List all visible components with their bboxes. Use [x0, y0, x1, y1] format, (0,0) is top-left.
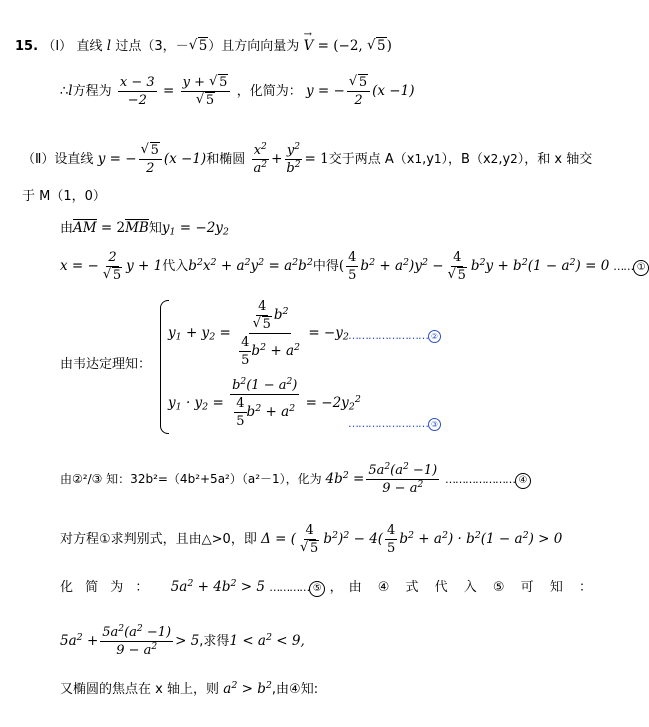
part2-text: 和椭圆 — [206, 152, 246, 167]
simplify-line: 化 简 为 ： $5a^2 + 4b^2 > 5$ ………… ⑤ ，由 ④ 式 代 入 ⑤ 可 知 ： — [60, 577, 598, 595]
marker-2-line: …………………… ② — [348, 326, 441, 345]
focus-line: 又椭圆的焦点在 x 轴上，则 $a^2 > b^2$,由④知: — [60, 679, 319, 697]
marker-3: ③ — [428, 418, 441, 431]
ratio-line: 由②²/③ 知：32b²=（4b²+5a²）（a²－1），化为 $4b^2$ = $\frac{5a^2(a^2 -1)}{9 - a^2}$ ………………… ④ — [60, 462, 531, 497]
math-l: l — [106, 38, 112, 54]
problem-number: 15. — [15, 39, 39, 54]
part2-text: 设直线 — [54, 152, 94, 167]
vieta-eq-2: $y_1 \cdot y_2$ = $b^2(1 - a^2)$ $\frac{4}{5}$ $b^2 + a^2$ = $-2y_2^2$ — [168, 377, 361, 429]
marker-4: ④ — [515, 473, 531, 489]
part1-text: 过点（3，－ — [115, 39, 189, 54]
part1-label: （Ⅰ） — [42, 39, 73, 54]
line2-text: 方程为 — [72, 84, 112, 99]
part1-text: ）且方向向量为 — [208, 39, 300, 54]
math-sqrt5: √ 5 — [189, 37, 209, 55]
part2-cont: 于 M（1，0） — [22, 189, 106, 204]
discriminant-line: 对方程①求判别式，且由△>0，即 Δ = ( 4 √ 5 $b^2)^2 - 4$( $\frac{4}{5}$ $b^2 + a^2) \cdot b^2(1 - a^2) > 0$ — [60, 522, 562, 557]
substitution-line: x = − 2 √ 5 y + 1代入$b^2x^2 + a^2y^2 = a^2b^2$中得( $\frac{4}{5}$ $b^2 + a^2)y^2$ − 4 √ 5 $b^2y + b^2(1 - a^2) = 0$ …… ① — [60, 249, 649, 284]
part2-text: 交于两点 A（x — [328, 152, 415, 167]
part2-line: （Ⅱ）设直线 y = − √ $\frac{5}{2}$ (x −1)和椭圆 $\frac{x^2}{a^2}$ + $\frac{y^2}{b^2}$ = 1交于两点 A（x1,y1），B（x2,y2），和 x 轴交 — [22, 142, 592, 177]
marker-2: ② — [428, 330, 441, 343]
result-line: $5a^2$ + $\frac{5a^2(a^2 -1)}{9 - a^2}$ > 5,求得$1 < a^2 < 9$, — [60, 624, 305, 658]
math-vector-v: → V = (−2, √ 5) — [304, 38, 392, 54]
vieta-label: 由韦达定理知： — [60, 357, 152, 372]
math-frac: $\frac{x - 3}{-2}$ — [119, 75, 155, 108]
marker-5: ⑤ — [309, 581, 325, 597]
part2-text: ），和 x 轴交 — [517, 152, 593, 167]
math-frac: y + √ 5 √ 5 — [181, 74, 231, 109]
part2-text: ），B（x — [441, 152, 491, 167]
therefore: ∴ — [60, 84, 69, 99]
vector-relation: 由AM = 2MB知$y_1 = -2y_2$ — [60, 220, 229, 238]
part1-line — [15, 37, 392, 56]
marker-1: ① — [633, 260, 649, 276]
part2-label: （Ⅱ） — [22, 152, 55, 167]
marker-3-line: …………………… ③ — [348, 414, 441, 433]
simplify-text: ，化简为： — [236, 84, 302, 99]
vieta-eq-1: $y_1 + y_2$ = 4 √ 5 $b^2$ $\frac{4}{5}$ $b^2 + a^2$ = $-y_2$ — [168, 298, 349, 369]
part1-text: 直线 — [76, 39, 103, 54]
line-equation: ∴l方程为 $\frac{x - 3}{-2}$ = y + √ 5 √ 5 ，化简为： y = − √ $\frac{5}{2}$ (x −1) — [60, 74, 414, 109]
